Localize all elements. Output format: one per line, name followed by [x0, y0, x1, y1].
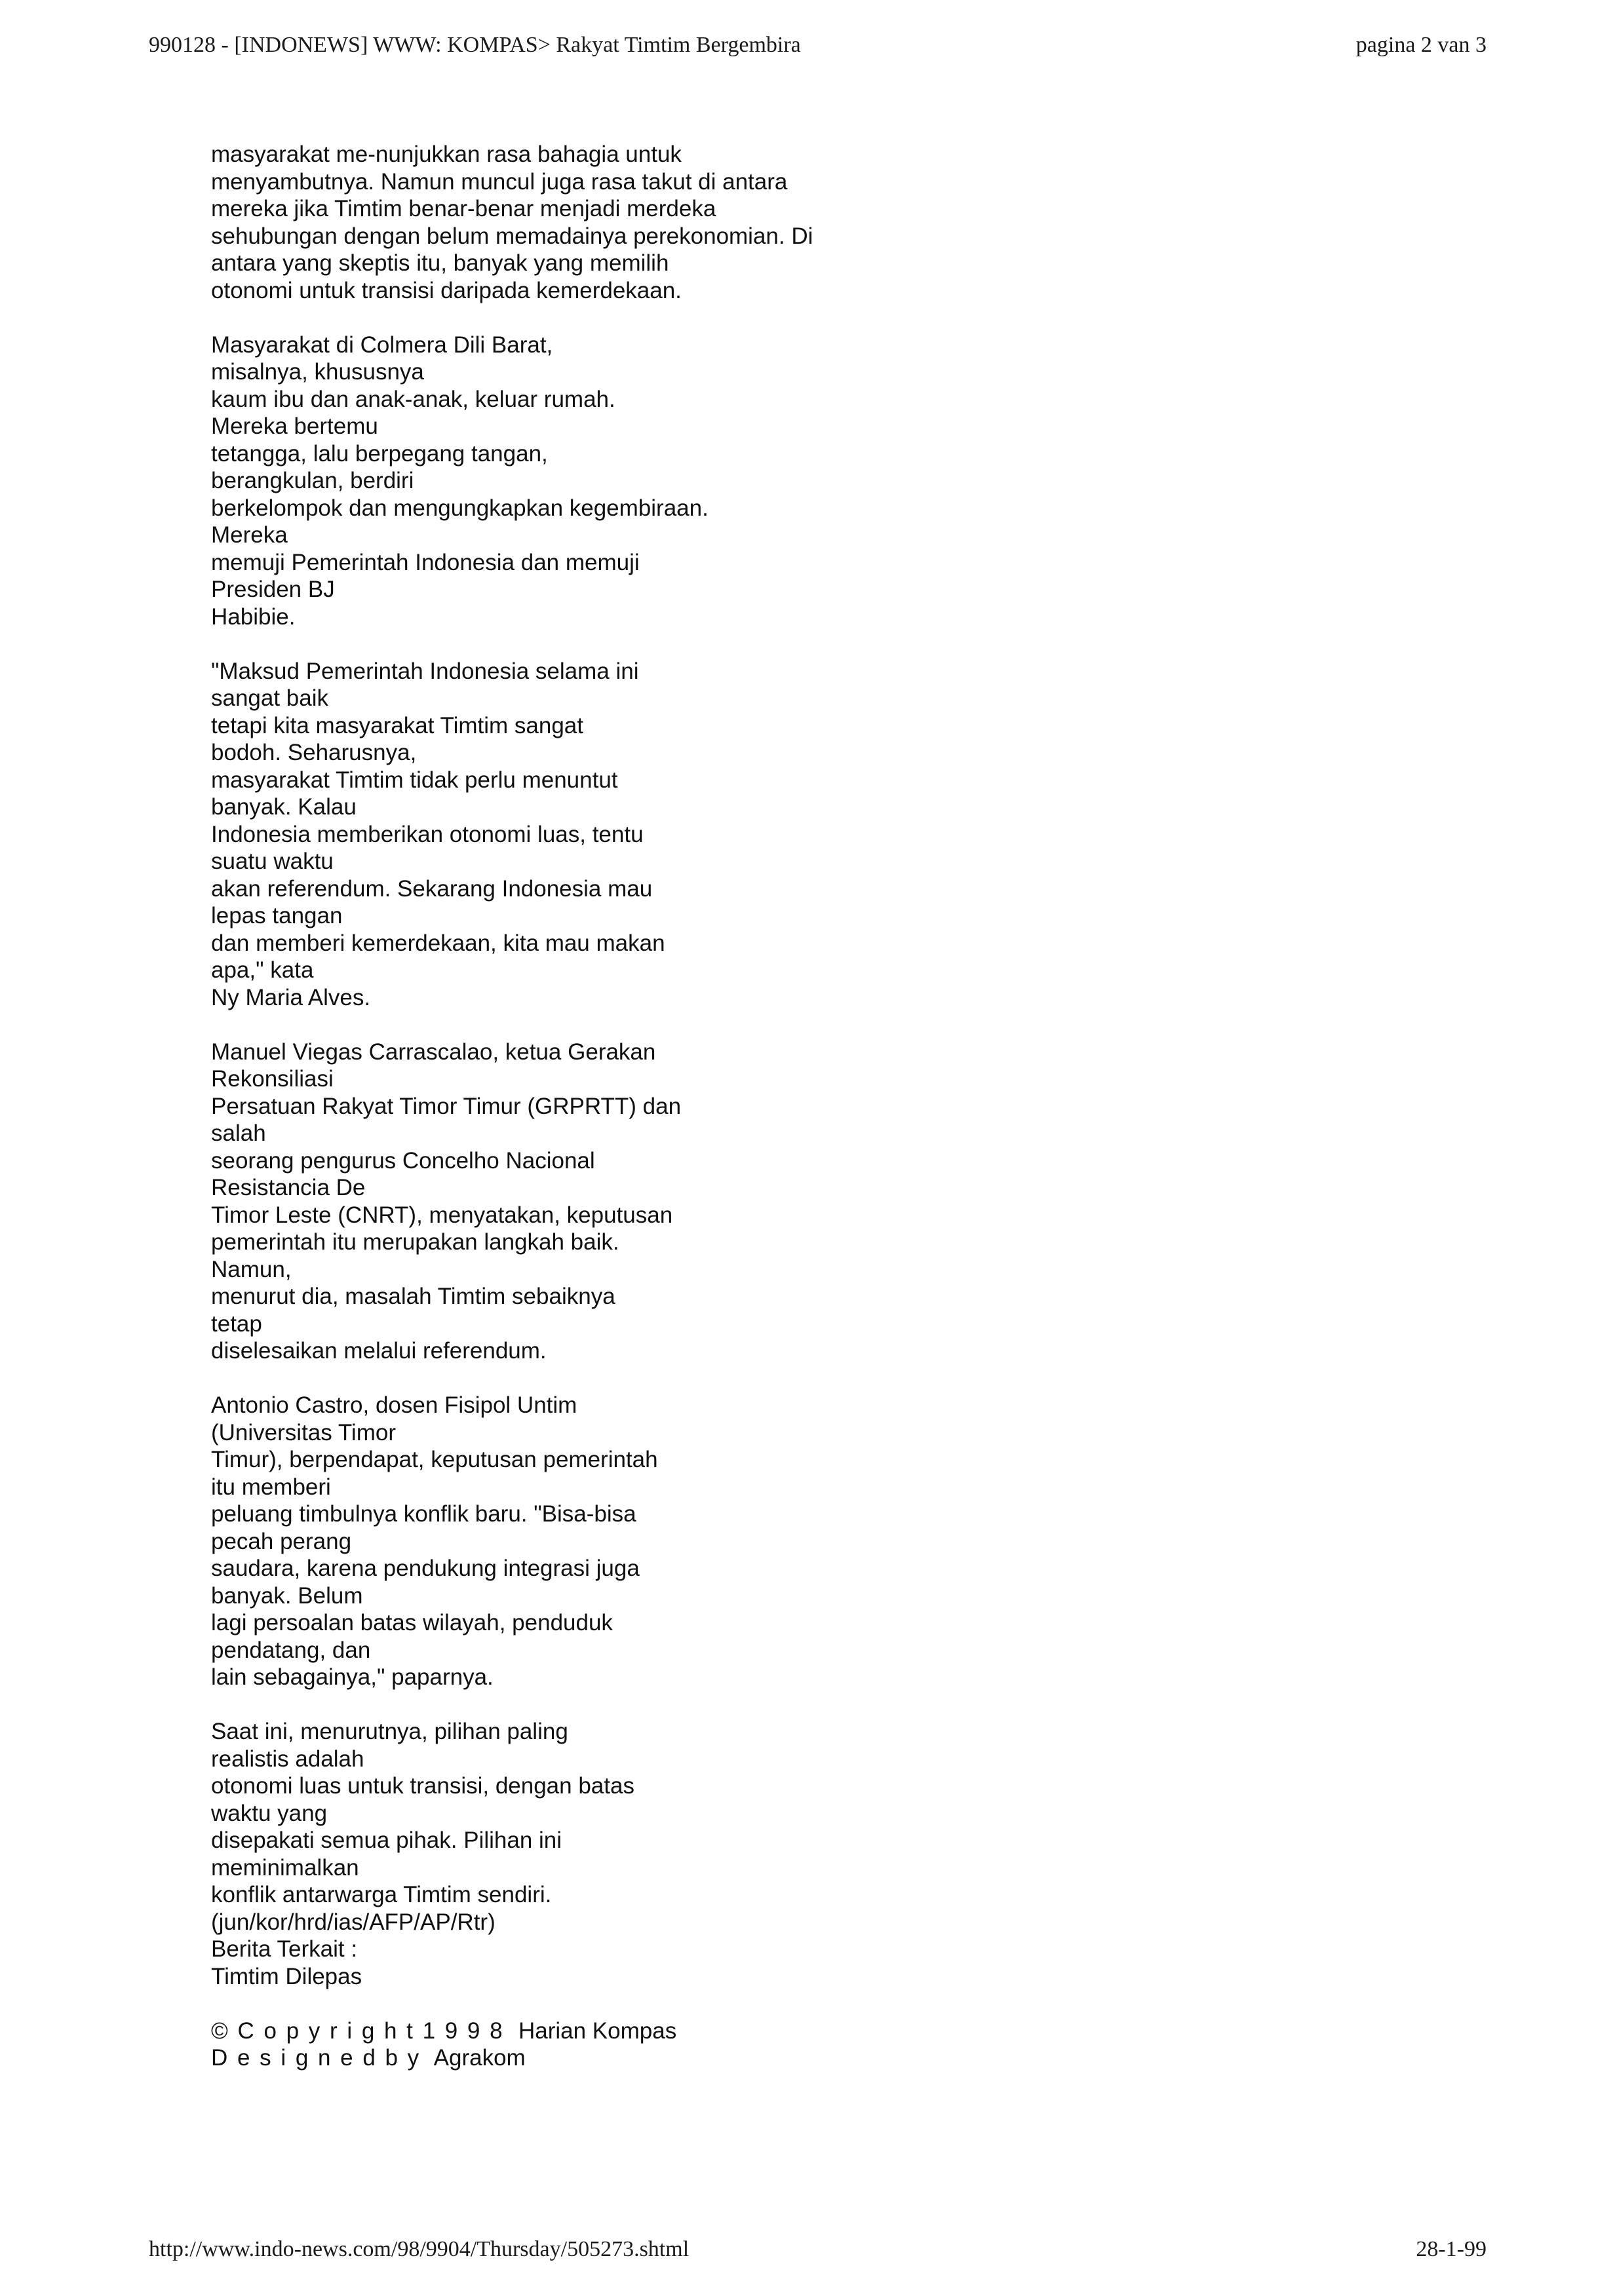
- text-line: masyarakat me-nunjukkan rasa bahagia untuk: [211, 142, 682, 167]
- text-line: konflik antarwarga Timtim sendiri.: [211, 1882, 552, 1907]
- text-line: itu memberi: [211, 1474, 331, 1500]
- text-line: Timor Leste (CNRT), menyatakan, keputusan: [211, 1202, 673, 1228]
- text-line: bodoh. Seharusnya,: [211, 740, 417, 765]
- article-paragraphs: [211, 141, 998, 1936]
- article-paragraph: [211, 1039, 998, 1365]
- text-line: "Maksud Pemerintah Indonesia selama ini: [211, 658, 639, 684]
- text-line: (Universitas Timor: [211, 1419, 396, 1445]
- text-line: masyarakat Timtim tidak perlu menuntut: [211, 767, 618, 793]
- document-title: 990128 - [INDONEWS] WWW: KOMPAS> Rakyat Timtim Bergembira: [149, 33, 801, 57]
- text-line: pecah perang: [211, 1528, 352, 1554]
- text-line: akan referendum. Sekarang Indonesia mau: [211, 875, 653, 902]
- copyright-block: [211, 2018, 998, 2072]
- text-line: tetap: [211, 1311, 262, 1337]
- page-header: [149, 34, 1487, 56]
- text-line: Antonio Castro, dosen Fisipol Untim: [211, 1392, 577, 1418]
- text-line: lagi persoalan batas wilayah, penduduk: [211, 1610, 613, 1636]
- source-url: http://www.indo-news.com/98/9904/Thursday/505273.shtml: [149, 2237, 690, 2261]
- text-line: Manuel Viegas Carrascalao, ketua Gerakan: [211, 1039, 656, 1065]
- text-line: Rekonsiliasi: [211, 1066, 334, 1092]
- text-line: otonomi luas untuk transisi, dengan batas: [211, 1773, 634, 1799]
- text-line: diselesaikan melalui referendum.: [211, 1338, 547, 1364]
- text-line: realistis adalah: [211, 1746, 364, 1772]
- copyright-line: [211, 2018, 998, 2045]
- text-line: Namun,: [211, 1256, 292, 1282]
- text-line: memuji Pemerintah Indonesia dan memuji: [211, 549, 640, 575]
- text-line: seorang pengurus Concelho Nacional: [211, 1147, 595, 1174]
- text-line: Masyarakat di Colmera Dili Barat,: [211, 332, 553, 358]
- text-line: lain sebagainya," paparnya.: [211, 1664, 494, 1690]
- article-paragraph: [211, 1392, 998, 1691]
- text-line: sangat baik: [211, 685, 329, 711]
- text-line: berkelompok dan mengungkapkan kegembiraan.: [211, 495, 709, 521]
- text-line: kaum ibu dan anak-anak, keluar rumah.: [211, 386, 615, 412]
- text-line: saudara, karena pendukung integrasi juga: [211, 1556, 640, 1581]
- text-line: berangkulan, berdiri: [211, 468, 414, 493]
- text-line: disepakati semua pihak. Pilihan ini: [211, 1827, 562, 1853]
- text-line: Timur), berpendapat, keputusan pemerintah: [211, 1447, 658, 1472]
- related-link[interactable]: Timtim Dilepas: [211, 1963, 362, 1989]
- text-line: Persatuan Rakyat Timor Timur (GRPRTT) dan: [211, 1093, 682, 1119]
- text-line: suatu waktu: [211, 849, 334, 874]
- text-line: Presiden BJ: [211, 577, 335, 602]
- article-paragraph: [211, 141, 998, 304]
- text-line: peluang timbulnya konflik baru. "Bisa-bisa: [211, 1501, 636, 1527]
- related-news: [211, 1936, 998, 1990]
- text-line: Resistancia De: [211, 1175, 366, 1200]
- text-line: Habibie.: [211, 603, 296, 630]
- text-line: banyak. Belum: [211, 1582, 363, 1609]
- article-body: [211, 141, 998, 2072]
- text-line: Mereka bertemu: [211, 413, 378, 439]
- text-line: misalnya, khususnya: [211, 359, 424, 385]
- text-line: pemerintah itu merupakan langkah baik.: [211, 1229, 619, 1255]
- text-line: sehubungan dengan belum memadainya perekonomian. Di: [211, 223, 813, 249]
- text-line: dan memberi kemerdekaan, kita mau makan: [211, 930, 665, 956]
- copyright-spaced-text: ©Copyright1998: [211, 2018, 513, 2044]
- text-line: lepas tangan: [211, 903, 343, 928]
- text-line: apa," kata: [211, 957, 314, 983]
- designer-name: Agrakom: [428, 2045, 526, 2071]
- designer-line: [211, 2044, 998, 2072]
- text-line: waktu yang: [211, 1800, 328, 1826]
- text-line: salah: [211, 1120, 266, 1146]
- text-line: mereka jika Timtim benar-benar menjadi merdeka: [211, 196, 716, 221]
- text-line: Saat ini, menurutnya, pilihan paling: [211, 1719, 568, 1744]
- text-line: Ny Maria Alves.: [211, 984, 371, 1010]
- text-line: antara yang skeptis itu, banyak yang memilih: [211, 250, 669, 276]
- text-line: tetangga, lalu berpegang tangan,: [211, 440, 548, 467]
- text-line: meminimalkan: [211, 1854, 359, 1881]
- page-number: pagina 2 van 3: [1355, 33, 1487, 57]
- text-line: otonomi untuk transisi daripada kemerdekaan.: [211, 277, 682, 303]
- text-line: menurut dia, masalah Timtim sebaiknya: [211, 1284, 615, 1309]
- text-line: tetapi kita masyarakat Timtim sangat: [211, 712, 583, 738]
- text-line: menyambutnya. Namun muncul juga rasa takut di antara: [211, 168, 788, 195]
- text-line: banyak. Kalau: [211, 794, 357, 820]
- page-footer: [149, 2238, 1487, 2261]
- text-line: pendatang, dan: [211, 1637, 371, 1663]
- article-paragraph: [211, 332, 998, 631]
- article-paragraph: [211, 658, 998, 1012]
- copyright-publisher: Harian Kompas: [512, 2018, 677, 2044]
- text-line: Indonesia memberikan otonomi luas, tentu: [211, 821, 644, 847]
- article-paragraph: [211, 1718, 998, 1936]
- print-date: 28-1-99: [1416, 2237, 1487, 2261]
- related-label: Berita Terkait :: [211, 1936, 358, 1962]
- text-line: Mereka: [211, 522, 288, 548]
- designer-spaced-text: Designedby: [211, 2045, 429, 2071]
- text-line: (jun/kor/hrd/ias/AFP/AP/Rtr): [211, 1909, 496, 1935]
